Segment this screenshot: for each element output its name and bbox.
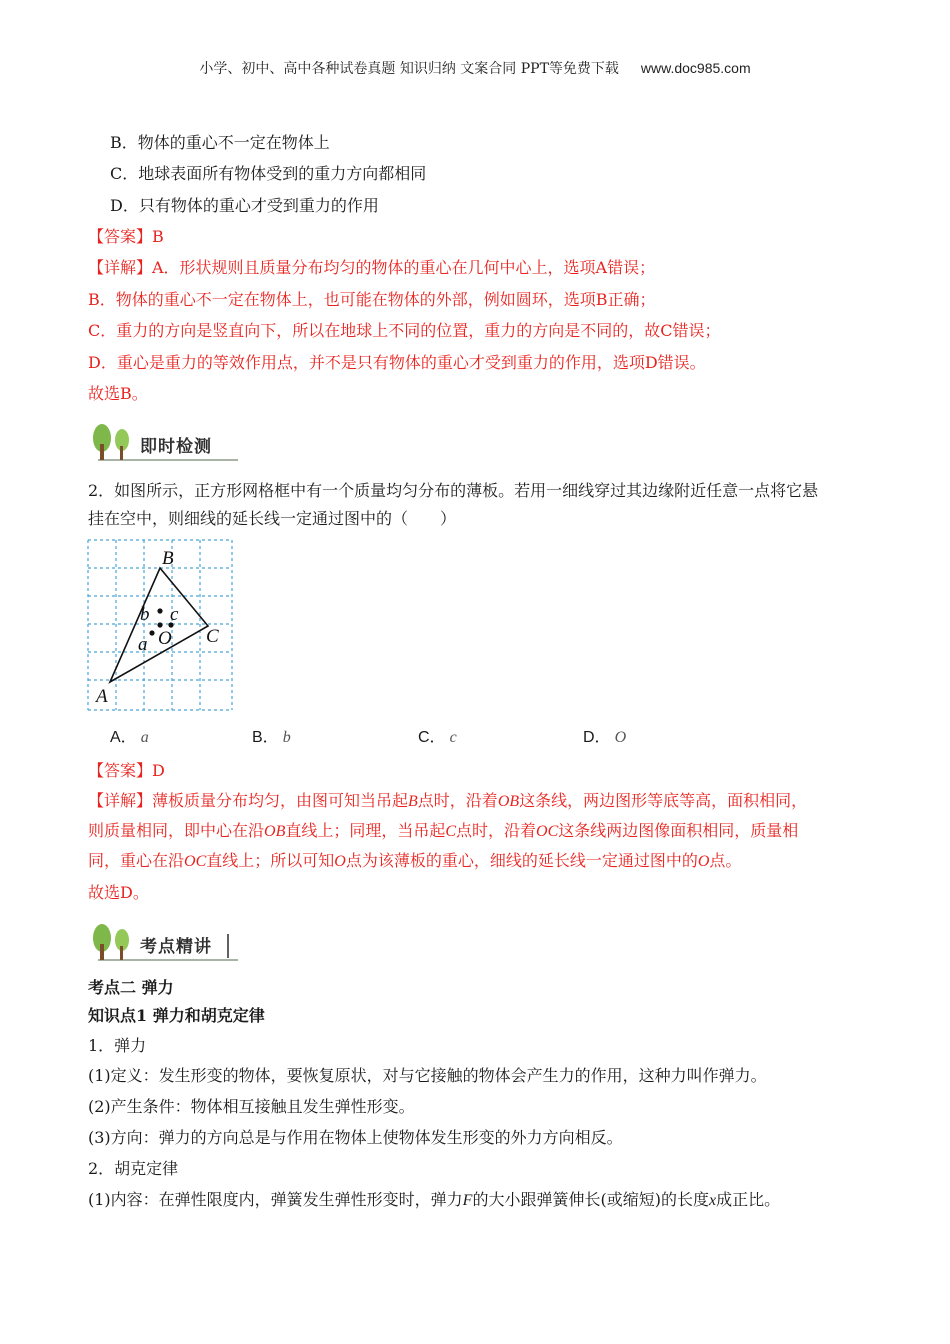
q1-conclusion: 故选B。 [88, 384, 148, 403]
q1-detail-2: B．物体的重心不一定在物体上，也可能在物体的外部，例如圆环，选项B正确； [88, 290, 656, 309]
para-direction: (3)方向：弹力的方向总是与作用在物体上使物体发生形变的外力方向相反。 [88, 1128, 623, 1147]
text-run: 点为该薄板的重心，细线的延长线一定通过图中的 [345, 851, 698, 870]
text-run: O [697, 853, 710, 870]
q2-grid-figure [86, 538, 236, 716]
header-text: 小学、初中、高中各种试卷真题 知识归纳 文案合同 PPT等免费下载 [199, 61, 619, 77]
q2-option-b [252, 726, 291, 749]
text-run: B [408, 793, 418, 810]
text-run: 直线上；同理，当吊起 [285, 821, 446, 840]
option-key: A． [110, 729, 137, 746]
point-o-dot [157, 622, 162, 627]
para-hooke-content [88, 1189, 780, 1212]
banner-label: 考点精讲 [140, 937, 212, 957]
option-key: B． [252, 729, 279, 746]
option-key: D． [583, 729, 611, 746]
text-run: 的大小跟弹簧伸长(或缩短)的长度 [472, 1190, 709, 1209]
heading-elastic-force: 1．弹力 [88, 1036, 147, 1055]
q1-detail-4: D．重心是重力的等效作用点，并不是只有物体的重心才受到重力的作用，选项D错误。 [88, 353, 706, 372]
option-value: b [282, 729, 291, 746]
banner-instant-check [88, 420, 248, 464]
text-run: 这条线，两边图形等底等高，面积相同， [519, 791, 808, 810]
text-run: O [334, 853, 346, 870]
text-run: 成正比。 [716, 1190, 781, 1209]
text-run: (1)内容：在弹性限度内，弹簧发生弹性形变时，弹力 [88, 1190, 463, 1209]
q2-option-a [110, 726, 149, 749]
q2-detail-3 [88, 850, 741, 873]
text-run: OC [184, 853, 207, 870]
label-vertex-c: C [206, 626, 219, 647]
text-run: 点时，沿着 [417, 791, 498, 810]
point-b-dot [157, 608, 162, 613]
q1-option-b: B．物体的重心不一定在物体上 [110, 133, 330, 152]
q2-answer: 【答案】D [88, 761, 165, 780]
q1-detail-1: 【详解】A．形状规则且质量分布均匀的物体的重心在几何中心上，选项A错误； [88, 258, 656, 277]
q2-text-line-1: 2．如图所示，正方形网格框中有一个质量均匀分布的薄板。若用一细线穿过其边缘附近任意一点将它悬 [88, 481, 819, 500]
text-run: 则质量相同，即中心在沿 [88, 821, 265, 840]
option-key: C． [418, 729, 446, 746]
header-site[interactable]: www.doc985.com [640, 60, 751, 76]
text-run: 点。 [709, 851, 742, 870]
text-run: 【详解】薄板质量分布均匀，由图可知当吊起 [88, 791, 409, 810]
option-value: a [140, 729, 149, 746]
q1-detail-3: C．重力的方向是竖直向下，所以在地球上不同的位置，重力的方向是不同的，故C错误； [88, 321, 721, 340]
q2-option-c [418, 726, 457, 749]
text-run: C [445, 823, 457, 840]
point-a-dot [149, 630, 154, 635]
q2-detail-2 [88, 820, 798, 843]
banner-key-points [88, 920, 248, 964]
q2-text-line-2: 挂在空中，则细线的延长线一定通过图中的（ ） [88, 509, 457, 528]
heading-hooke-law: 2．胡克定律 [88, 1159, 179, 1178]
text-run: OC [536, 823, 559, 840]
label-vertex-b: B [162, 548, 174, 569]
section-subtitle: 知识点1 弹力和胡克定律 [88, 1006, 265, 1025]
label-point-c: c [170, 604, 179, 625]
q1-option-c: C．地球表面所有物体受到的重力方向都相同 [110, 164, 427, 183]
para-condition: (2)产生条件：物体相互接触且发生弹性形变。 [88, 1097, 415, 1116]
text-run: 点时，沿着 [456, 821, 537, 840]
label-point-o: O [158, 628, 172, 649]
text-run: F [462, 1192, 473, 1209]
q2-conclusion: 故选D。 [88, 883, 149, 902]
option-value: c [449, 729, 457, 746]
section-title: 考点二 弹力 [88, 978, 174, 997]
text-run: OB [497, 793, 520, 810]
label-vertex-a: A [96, 686, 108, 707]
q2-option-d [583, 726, 626, 749]
option-value: O [614, 729, 627, 746]
para-definition: (1)定义：发生形变的物体，要恢复原状，对与它接触的物体会产生力的作用，这种力叫作弹力。 [88, 1066, 767, 1085]
q1-option-d: D．只有物体的重心才受到重力的作用 [110, 196, 379, 215]
text-run: OB [264, 823, 286, 840]
text-run: 同，重心在沿 [88, 851, 185, 870]
text-run: x [708, 1192, 717, 1209]
banner-label: 即时检测 [140, 437, 212, 457]
page-header [0, 58, 950, 78]
text-run: 直线上；所以可知 [206, 851, 335, 870]
text-run: 这条线两边图像面积相同，质量相 [558, 821, 799, 840]
label-point-a: a [138, 634, 148, 655]
q2-detail-1 [88, 790, 807, 813]
label-point-b: b [140, 604, 150, 625]
q1-answer: 【答案】B [88, 227, 164, 246]
